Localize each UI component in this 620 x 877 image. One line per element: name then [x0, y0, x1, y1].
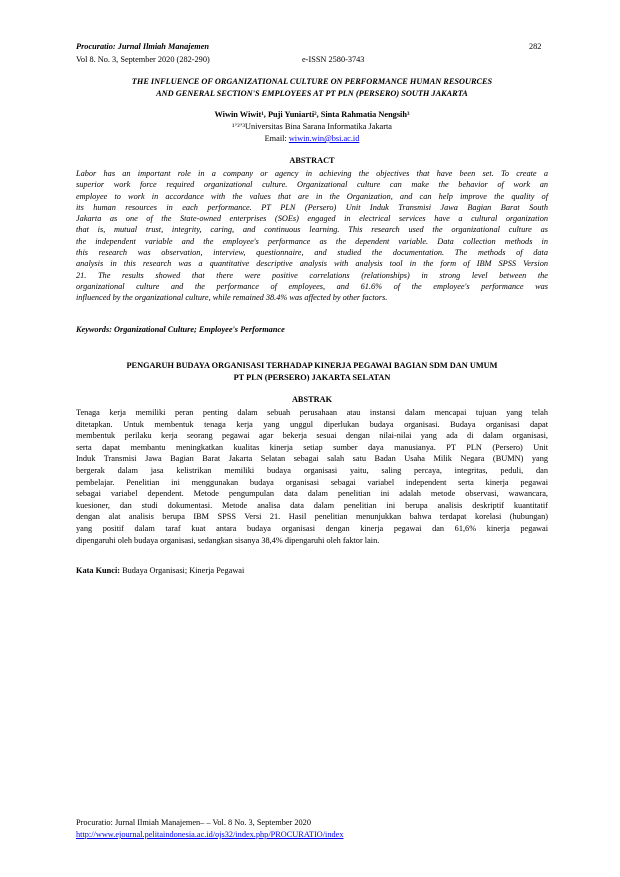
journal-name: Procuratio: Jurnal Ilmiah Manajemen	[76, 42, 210, 51]
abstrak-line: dengan alat analisis berupa IBM SPSS Versi 21. Hasil penelitian menunjukkan bahwa terdapat korelasi (hubungan)	[76, 512, 548, 522]
authors: Wiwin Wiwit¹, Puji Yuniarti², Sinta Rahmatia Nengsih³	[214, 110, 410, 119]
keywords-en: Keywords: Organizational Culture; Employee's Performance	[76, 325, 285, 334]
email-line	[76, 134, 548, 143]
footer-url-link[interactable]: http://www.ejournal.pelitaindonesia.ac.id/ojs32/index.php/PROCURATIO/index	[76, 830, 344, 839]
abstrak-line: Induk Transmisi Jawa Bagian Barat Jakarta Selatan sebagai salah satu Badan Usaha Milik Negara (BUMN) yang	[76, 454, 548, 464]
title-line: AND GENERAL SECTION'S EMPLOYEES AT PT PLN (PERSERO) SOUTH JAKARTA	[156, 89, 468, 98]
abstrak-line: dipengaruhi oleh budaya organisasi, sedangkan sisanya 38,4% dipengaruhi oleh faktor lain.	[76, 535, 380, 545]
abstract-line: the independent variable and the employee's performance as the dependent variable. Data collection methods in	[76, 236, 548, 246]
abstrak-line: sebagai variabel dependent. Metode pengumpulan data dalam penelitian ini adalah metode observasi, wawancara,	[76, 489, 548, 499]
paper-title	[76, 76, 548, 100]
paper-title-id	[76, 360, 548, 384]
abstrak-line: ditetapkan. Untuk membentuk tenaga kerja yang unggul diperlukan budaya organisasi. Budaya organisasi dapat	[76, 419, 548, 429]
keywords-id-label: Kata Kunci:	[76, 566, 121, 575]
journal-issn: e-ISSN 2580-3743	[302, 55, 365, 64]
title-line: THE INFLUENCE OF ORGANIZATIONAL CULTURE ON PERFORMANCE HUMAN RESOURCES	[131, 77, 493, 86]
email-label: Email:	[264, 134, 287, 143]
abstract-id-body	[76, 407, 548, 546]
abstrak-heading: ABSTRAK	[291, 395, 333, 404]
abstract-line: employee to work in accordance with the values that are in the Organization, and can help improve the quality of	[76, 191, 548, 201]
abstrak-line: bergerak dalam jasa kelistrikan memiliki budaya organisasi yaitu, saling percaya, integritas, peduli, dan	[76, 465, 548, 475]
keywords-id-value: Budaya Organisasi; Kinerja Pegawai	[120, 566, 245, 575]
abstract-line: Jakarta as one of the State-owned enterprises (SOEs) engaged in electrical services have a cultural organization	[76, 214, 548, 224]
footer-url-line	[76, 830, 343, 839]
footer-journal: Procuratio: Jurnal Ilmiah Manajemen– – Vol. 8 No. 3, September 2020	[76, 818, 311, 827]
page-number: 282	[529, 42, 542, 51]
affiliation: ¹’²’³Universitas Bina Sarana Informatika Jakarta	[232, 122, 392, 131]
abstrak-line: pembelajar. Penelitian ini menggunakan budaya organisasi sebagai variabel independent serta kinerja pegawai	[76, 477, 548, 487]
abstract-line: analysis in this research was a quantitative descriptive analysis with analysis tool in the form of IBM SPSS Version	[76, 259, 548, 269]
abstract-heading: ABSTRACT	[289, 156, 335, 165]
journal-volume: Vol 8. No. 3, September 2020 (282-290)	[76, 55, 210, 64]
abstract-line: influenced by the organizational culture, while remained 38.4% was affected by other factors.	[76, 293, 388, 303]
title-id-line: PT PLN (PERSERO) JAKARTA SELATAN	[233, 373, 391, 382]
email-link[interactable]: wiwin.win@bsi.ac.id	[288, 134, 360, 143]
abstrak-line: yang positif dalam taraf kuat antara budaya organisasi dengan kinerja pegawai dan 61,6% kinerja pegawai	[76, 523, 548, 533]
abstract-line: 21. The results showed that there were positive correlations (relationships) in strong level between the	[76, 270, 548, 280]
abstrak-line: membentuk perilaku kerja seorang pegawai agar bekerja sesuai dengan nilai-nilai yang ada di dalam organisasi,	[76, 431, 548, 441]
abstrak-line: serta dapat membantu meningkatkan kualitas kinerja setiap sumber daya manusianya. PT PLN (Persero) Unit	[76, 442, 548, 452]
abstract-line: Labor has an important role in a company or agency in achieving the objectives that have been set. To create a	[76, 169, 548, 178]
abstract-line: superior work force required organizational culture. Organizational culture can make the behavior of work an	[76, 180, 548, 190]
title-id-line: PENGARUH BUDAYA ORGANISASI TERHADAP KINERJA PEGAWAI BAGIAN SDM DAN UMUM	[126, 361, 498, 370]
abstract-line: its human resources in each performance. PT PLN (Persero) Unit Induk Transmisi Jawa Bagian Barat South	[76, 202, 548, 212]
abstract-line: organizational culture and the performance of employees, and 61.6% of the employee's performance was	[76, 281, 548, 291]
abstrak-line: kuesioner, dan studi dokumentasi. Metode analisa data dalam penelitian ini berupa analisis deskriptif kuantitatif	[76, 500, 548, 510]
abstract-line: that is, mutual trust, integrity, caring, and continuous learning. This research used the organizational culture as	[76, 225, 548, 235]
keywords-id	[76, 566, 244, 575]
abstrak-line: Tenaga kerja memiliki peran penting dalam sebuah perusahaan atau instansi dalam mencapai tujuan yang telah	[76, 408, 548, 417]
abstract-line: this research was observation, interview, questionnaire, and studied the documentation. The methods of data	[76, 248, 548, 258]
abstract-en-body	[76, 168, 548, 304]
